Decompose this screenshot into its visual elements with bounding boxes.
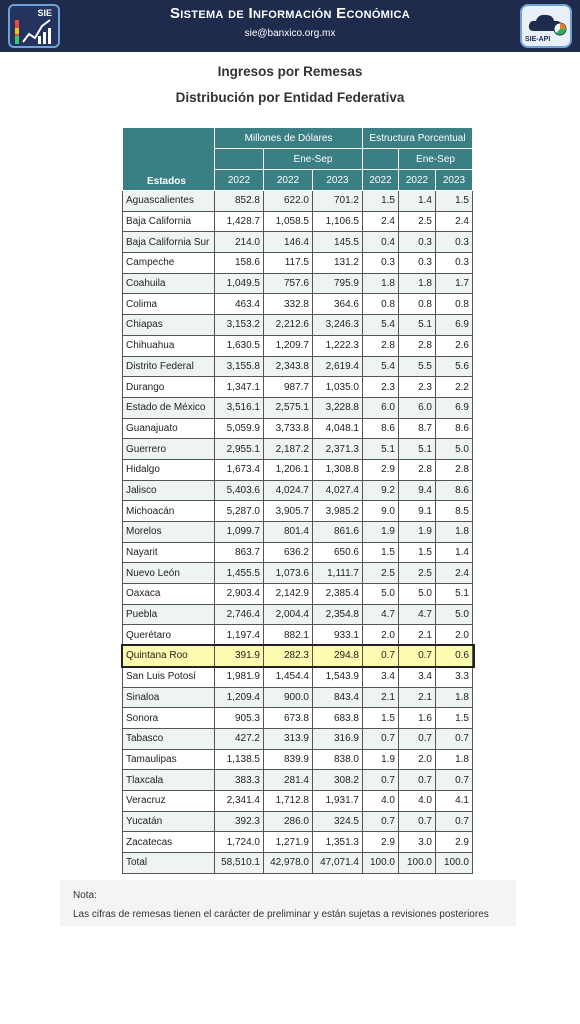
- value-cell: 5.1: [399, 315, 436, 336]
- note-box: [60, 880, 516, 926]
- state-name-cell: Colima: [123, 294, 215, 315]
- table-row: [123, 315, 473, 336]
- table-row: [123, 542, 473, 563]
- value-cell: 852.8: [215, 191, 264, 212]
- value-cell: 1,197.4: [215, 625, 264, 646]
- value-cell: 795.9: [313, 273, 363, 294]
- group-header-estructura: Estructura Porcentual: [363, 128, 473, 149]
- value-cell: 838.0: [313, 749, 363, 770]
- value-cell: 2,746.4: [215, 604, 264, 625]
- value-cell: 0.7: [399, 811, 436, 832]
- value-cell: 861.6: [313, 522, 363, 543]
- value-cell: 100.0: [436, 853, 473, 874]
- value-cell: 1.9: [363, 749, 399, 770]
- value-cell: 1.5: [363, 542, 399, 563]
- period-header-millones: Ene-Sep: [264, 149, 363, 170]
- value-cell: 0.8: [436, 294, 473, 315]
- table-body: [123, 191, 473, 874]
- value-cell: 1,049.5: [215, 273, 264, 294]
- value-cell: 2.2: [436, 377, 473, 398]
- state-name-cell: Sinaloa: [123, 687, 215, 708]
- state-name-cell: Guerrero: [123, 439, 215, 460]
- state-name-cell: Yucatán: [123, 811, 215, 832]
- value-cell: 1,222.3: [313, 335, 363, 356]
- value-cell: 0.7: [363, 770, 399, 791]
- value-cell: 1,347.1: [215, 377, 264, 398]
- value-cell: 2,955.1: [215, 439, 264, 460]
- table-row: [123, 211, 473, 232]
- table-row: [123, 397, 473, 418]
- value-cell: 0.3: [399, 253, 436, 274]
- state-name-cell: Guanajuato: [123, 418, 215, 439]
- value-cell: 0.3: [436, 253, 473, 274]
- value-cell: 1,138.5: [215, 749, 264, 770]
- contact-email[interactable]: sie@banxico.org.mx: [244, 28, 336, 39]
- value-cell: 2.4: [436, 211, 473, 232]
- value-cell: 2.8: [436, 459, 473, 480]
- value-cell: 1,351.3: [313, 832, 363, 853]
- site-title: Sistema de Información Económica: [170, 5, 410, 22]
- value-cell: 3,228.8: [313, 397, 363, 418]
- state-name-cell: Baja California: [123, 211, 215, 232]
- value-cell: 5.0: [436, 439, 473, 460]
- table-row: [123, 294, 473, 315]
- value-cell: 2.5: [363, 563, 399, 584]
- sie-logo-label: SIE: [37, 8, 52, 18]
- value-cell: 0.3: [436, 232, 473, 253]
- state-name-cell: San Luis Potosí: [123, 666, 215, 687]
- value-cell: 1.7: [436, 273, 473, 294]
- value-cell: 2,619.4: [313, 356, 363, 377]
- value-cell: 636.2: [264, 542, 313, 563]
- value-cell: 5,403.6: [215, 480, 264, 501]
- value-cell: 1,206.1: [264, 459, 313, 480]
- value-cell: 3,905.7: [264, 501, 313, 522]
- value-cell: 313.9: [264, 728, 313, 749]
- value-cell: 1.8: [436, 522, 473, 543]
- value-cell: 5.6: [436, 356, 473, 377]
- value-cell: 3.4: [399, 666, 436, 687]
- value-cell: 3,985.2: [313, 501, 363, 522]
- table-row: [123, 232, 473, 253]
- value-cell: 4,027.4: [313, 480, 363, 501]
- value-cell: 2.0: [436, 625, 473, 646]
- value-cell: 324.5: [313, 811, 363, 832]
- value-cell: 5.5: [399, 356, 436, 377]
- value-cell: 1,209.4: [215, 687, 264, 708]
- value-cell: 0.8: [363, 294, 399, 315]
- value-cell: 650.6: [313, 542, 363, 563]
- value-cell: 622.0: [264, 191, 313, 212]
- sie-api-logo[interactable]: [520, 4, 572, 48]
- value-cell: 673.8: [264, 708, 313, 729]
- value-cell: 905.3: [215, 708, 264, 729]
- value-cell: 100.0: [363, 853, 399, 874]
- cloud-api-icon: [526, 9, 568, 37]
- table-row: [123, 459, 473, 480]
- state-name-cell: Chiapas: [123, 315, 215, 336]
- value-cell: 1.8: [363, 273, 399, 294]
- value-cell: 1.5: [436, 708, 473, 729]
- value-cell: 1.5: [363, 708, 399, 729]
- value-cell: 4.0: [399, 790, 436, 811]
- value-cell: 9.2: [363, 480, 399, 501]
- value-cell: 4.1: [436, 790, 473, 811]
- state-name-cell: Tabasco: [123, 728, 215, 749]
- value-cell: 5.0: [436, 604, 473, 625]
- state-name-cell: Tamaulipas: [123, 749, 215, 770]
- value-cell: 2.8: [399, 459, 436, 480]
- state-name-cell: Morelos: [123, 522, 215, 543]
- value-cell: 1,111.7: [313, 563, 363, 584]
- value-cell: 1,308.8: [313, 459, 363, 480]
- table-row: [123, 625, 473, 646]
- value-cell: 1,673.4: [215, 459, 264, 480]
- value-cell: 683.8: [313, 708, 363, 729]
- year-header: 2022: [363, 170, 399, 191]
- value-cell: 4.7: [363, 604, 399, 625]
- value-cell: 5.4: [363, 315, 399, 336]
- value-cell: 463.4: [215, 294, 264, 315]
- value-cell: 0.8: [399, 294, 436, 315]
- value-cell: 2,371.3: [313, 439, 363, 460]
- state-name-cell: Tlaxcala: [123, 770, 215, 791]
- table-row: [123, 687, 473, 708]
- site-header: [0, 0, 580, 52]
- value-cell: 1,035.0: [313, 377, 363, 398]
- value-cell: 58,510.1: [215, 853, 264, 874]
- table-row: [123, 749, 473, 770]
- value-cell: 2.8: [399, 335, 436, 356]
- value-cell: 1,455.5: [215, 563, 264, 584]
- value-cell: 0.7: [399, 646, 436, 667]
- value-cell: 364.6: [313, 294, 363, 315]
- value-cell: 900.0: [264, 687, 313, 708]
- table-row: [123, 811, 473, 832]
- table-row: [123, 253, 473, 274]
- value-cell: 2.5: [399, 563, 436, 584]
- value-cell: 839.9: [264, 749, 313, 770]
- value-cell: 47,071.4: [313, 853, 363, 874]
- table-row: [123, 853, 473, 874]
- table-row: [123, 832, 473, 853]
- table-row: [123, 418, 473, 439]
- value-cell: 5.0: [399, 584, 436, 605]
- year-header: 2023: [313, 170, 363, 191]
- value-cell: 2.8: [363, 335, 399, 356]
- value-cell: 5.1: [399, 439, 436, 460]
- value-cell: 5.4: [363, 356, 399, 377]
- table-row: [123, 377, 473, 398]
- state-name-cell: Durango: [123, 377, 215, 398]
- report-subtitle: Distribución por Entidad Federativa: [175, 90, 405, 105]
- state-name-cell: Estado de México: [123, 397, 215, 418]
- value-cell: 2.1: [399, 625, 436, 646]
- value-cell: 131.2: [313, 253, 363, 274]
- value-cell: 294.8: [313, 646, 363, 667]
- value-cell: 987.7: [264, 377, 313, 398]
- value-cell: 2.4: [363, 211, 399, 232]
- table-row: [123, 666, 473, 687]
- value-cell: 214.0: [215, 232, 264, 253]
- state-name-cell: Baja California Sur: [123, 232, 215, 253]
- state-name-cell: Campeche: [123, 253, 215, 274]
- value-cell: 4,024.7: [264, 480, 313, 501]
- value-cell: 1,099.7: [215, 522, 264, 543]
- value-cell: 2.3: [399, 377, 436, 398]
- table-row: [123, 728, 473, 749]
- state-name-cell: Distrito Federal: [123, 356, 215, 377]
- value-cell: 1,724.0: [215, 832, 264, 853]
- value-cell: 2.0: [399, 749, 436, 770]
- value-cell: 6.9: [436, 397, 473, 418]
- column-header-blank: [363, 149, 399, 170]
- value-cell: 2.6: [436, 335, 473, 356]
- value-cell: 1,106.5: [313, 211, 363, 232]
- state-name-cell: Nayarit: [123, 542, 215, 563]
- value-cell: 882.1: [264, 625, 313, 646]
- value-cell: 5.1: [363, 439, 399, 460]
- value-cell: 5,287.0: [215, 501, 264, 522]
- value-cell: 1.8: [436, 687, 473, 708]
- value-cell: 3,153.2: [215, 315, 264, 336]
- value-cell: 2,341.4: [215, 790, 264, 811]
- value-cell: 0.6: [436, 646, 473, 667]
- value-cell: 286.0: [264, 811, 313, 832]
- value-cell: 1,981.9: [215, 666, 264, 687]
- value-cell: 5,059.9: [215, 418, 264, 439]
- state-name-cell: Veracruz: [123, 790, 215, 811]
- value-cell: 801.4: [264, 522, 313, 543]
- remittances-table: [122, 127, 473, 874]
- value-cell: 6.9: [436, 315, 473, 336]
- value-cell: 145.5: [313, 232, 363, 253]
- column-header-estados: Estados: [123, 128, 215, 191]
- year-header: 2022: [215, 170, 264, 191]
- value-cell: 1,712.8: [264, 790, 313, 811]
- value-cell: 0.7: [436, 770, 473, 791]
- value-cell: 0.7: [363, 646, 399, 667]
- table-row: [123, 708, 473, 729]
- value-cell: 427.2: [215, 728, 264, 749]
- table-row: [123, 501, 473, 522]
- value-cell: 2,142.9: [264, 584, 313, 605]
- value-cell: 3.3: [436, 666, 473, 687]
- value-cell: 1.8: [399, 273, 436, 294]
- value-cell: 282.3: [264, 646, 313, 667]
- value-cell: 0.7: [363, 728, 399, 749]
- value-cell: 6.0: [363, 397, 399, 418]
- value-cell: 42,978.0: [264, 853, 313, 874]
- value-cell: 1,058.5: [264, 211, 313, 232]
- value-cell: 4,048.1: [313, 418, 363, 439]
- value-cell: 1.8: [436, 749, 473, 770]
- value-cell: 0.7: [399, 770, 436, 791]
- value-cell: 100.0: [399, 853, 436, 874]
- value-cell: 2,385.4: [313, 584, 363, 605]
- value-cell: 9.4: [399, 480, 436, 501]
- value-cell: 1,543.9: [313, 666, 363, 687]
- table-row: [123, 604, 473, 625]
- value-cell: 383.3: [215, 770, 264, 791]
- state-name-cell: Jalisco: [123, 480, 215, 501]
- state-name-cell: Total: [123, 853, 215, 874]
- table-row: [123, 191, 473, 212]
- value-cell: 1,209.7: [264, 335, 313, 356]
- value-cell: 2.0: [363, 625, 399, 646]
- table-row: [123, 480, 473, 501]
- year-header: 2022: [399, 170, 436, 191]
- value-cell: 332.8: [264, 294, 313, 315]
- table-row: [123, 584, 473, 605]
- state-name-cell: Oaxaca: [123, 584, 215, 605]
- value-cell: 701.2: [313, 191, 363, 212]
- value-cell: 391.9: [215, 646, 264, 667]
- value-cell: 1.5: [436, 191, 473, 212]
- value-cell: 0.7: [436, 728, 473, 749]
- table-row: [123, 563, 473, 584]
- sie-api-logo-label: SIE-API: [525, 36, 551, 43]
- value-cell: 1,454.4: [264, 666, 313, 687]
- value-cell: 2,575.1: [264, 397, 313, 418]
- value-cell: 3.4: [363, 666, 399, 687]
- value-cell: 2.5: [399, 211, 436, 232]
- value-cell: 8.6: [363, 418, 399, 439]
- state-name-cell: Sonora: [123, 708, 215, 729]
- value-cell: 0.7: [399, 728, 436, 749]
- state-name-cell: Michoacán: [123, 501, 215, 522]
- report-title: Ingresos por Remesas: [217, 64, 363, 79]
- column-header-blank: [215, 149, 264, 170]
- value-cell: 1.9: [363, 522, 399, 543]
- value-cell: 2,187.2: [264, 439, 313, 460]
- state-name-cell: Zacatecas: [123, 832, 215, 853]
- value-cell: 8.5: [436, 501, 473, 522]
- value-cell: 2.9: [363, 832, 399, 853]
- value-cell: 2,903.4: [215, 584, 264, 605]
- value-cell: 1,931.7: [313, 790, 363, 811]
- value-cell: 0.3: [399, 232, 436, 253]
- value-cell: 281.4: [264, 770, 313, 791]
- state-name-cell: Quintana Roo: [123, 646, 215, 667]
- value-cell: 3,733.8: [264, 418, 313, 439]
- table-row: [123, 790, 473, 811]
- value-cell: 158.6: [215, 253, 264, 274]
- value-cell: 0.3: [363, 253, 399, 274]
- value-cell: 9.1: [399, 501, 436, 522]
- year-header: 2023: [436, 170, 473, 191]
- state-name-cell: Nuevo León: [123, 563, 215, 584]
- value-cell: 863.7: [215, 542, 264, 563]
- note-text: Las cifras de remesas tienen el carácter de preliminar y están sujetas a revisiones posteriores: [73, 909, 489, 920]
- table-row: [123, 356, 473, 377]
- value-cell: 4.0: [363, 790, 399, 811]
- table-row: [123, 439, 473, 460]
- value-cell: 1.5: [363, 191, 399, 212]
- value-cell: 3,246.3: [313, 315, 363, 336]
- value-cell: 2.1: [399, 687, 436, 708]
- value-cell: 1.4: [436, 542, 473, 563]
- note-title: Nota:: [73, 890, 97, 901]
- value-cell: 8.7: [399, 418, 436, 439]
- state-name-cell: Chihuahua: [123, 335, 215, 356]
- state-name-cell: Puebla: [123, 604, 215, 625]
- value-cell: 3,155.8: [215, 356, 264, 377]
- value-cell: 2.9: [436, 832, 473, 853]
- value-cell: 0.7: [436, 811, 473, 832]
- value-cell: 2.9: [363, 459, 399, 480]
- value-cell: 0.4: [363, 232, 399, 253]
- value-cell: 843.4: [313, 687, 363, 708]
- value-cell: 392.3: [215, 811, 264, 832]
- table-row: [123, 522, 473, 543]
- period-header-estructura: Ene-Sep: [399, 149, 473, 170]
- value-cell: 2,354.8: [313, 604, 363, 625]
- table-row: [123, 335, 473, 356]
- group-header-millones: Millones de Dólares: [215, 128, 363, 149]
- value-cell: 2,343.8: [264, 356, 313, 377]
- state-name-cell: Coahuila: [123, 273, 215, 294]
- table-row: [123, 273, 473, 294]
- value-cell: 757.6: [264, 273, 313, 294]
- value-cell: 8.6: [436, 418, 473, 439]
- value-cell: 2.4: [436, 563, 473, 584]
- value-cell: 4.7: [399, 604, 436, 625]
- value-cell: 1,630.5: [215, 335, 264, 356]
- state-name-cell: Hidalgo: [123, 459, 215, 480]
- value-cell: 316.9: [313, 728, 363, 749]
- value-cell: 1,428.7: [215, 211, 264, 232]
- value-cell: 1.4: [399, 191, 436, 212]
- state-name-cell: Aguascalientes: [123, 191, 215, 212]
- table-row: [123, 770, 473, 791]
- value-cell: 308.2: [313, 770, 363, 791]
- value-cell: 117.5: [264, 253, 313, 274]
- year-header: 2022: [264, 170, 313, 191]
- value-cell: 2.3: [363, 377, 399, 398]
- value-cell: 2.1: [363, 687, 399, 708]
- value-cell: 6.0: [399, 397, 436, 418]
- value-cell: 5.0: [363, 584, 399, 605]
- value-cell: 3.0: [399, 832, 436, 853]
- value-cell: 1,073.6: [264, 563, 313, 584]
- value-cell: 9.0: [363, 501, 399, 522]
- value-cell: 8.6: [436, 480, 473, 501]
- value-cell: 1.6: [399, 708, 436, 729]
- state-name-cell: Querétaro: [123, 625, 215, 646]
- value-cell: 5.1: [436, 584, 473, 605]
- value-cell: 2,004.4: [264, 604, 313, 625]
- value-cell: 933.1: [313, 625, 363, 646]
- value-cell: 3,516.1: [215, 397, 264, 418]
- value-cell: 0.7: [363, 811, 399, 832]
- value-cell: 1.9: [399, 522, 436, 543]
- value-cell: 2,212.6: [264, 315, 313, 336]
- table-row: [123, 646, 473, 667]
- value-cell: 146.4: [264, 232, 313, 253]
- value-cell: 1,271.9: [264, 832, 313, 853]
- value-cell: 1.5: [399, 542, 436, 563]
